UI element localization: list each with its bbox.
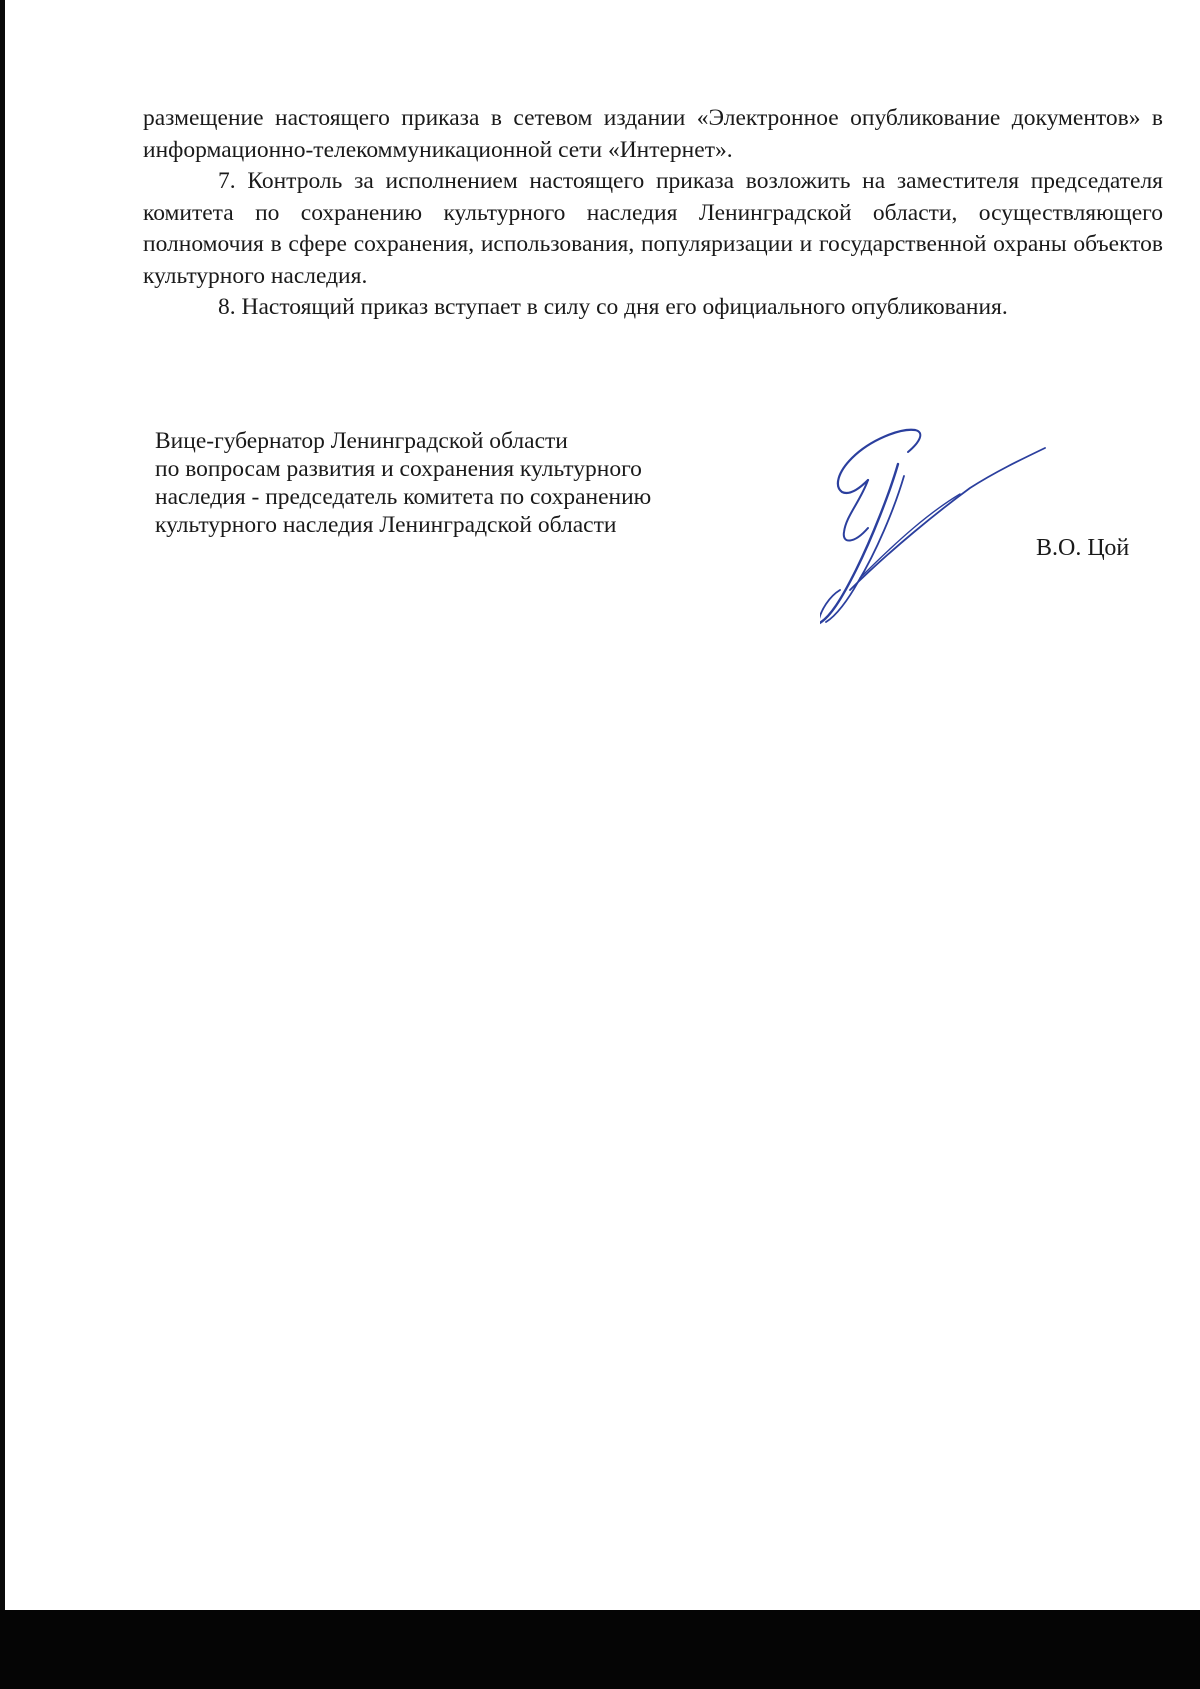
paragraph-item-8: 8. Настоящий приказ вступает в силу со дня его официального опубликования. bbox=[218, 294, 1008, 320]
document-body bbox=[143, 103, 1163, 324]
signatory-position-line: по вопросам развития и сохранения культурного bbox=[155, 456, 642, 482]
paragraph-continuation: размещение настоящего приказа в сетевом издании «Электронное опубликование документов» в информационно-телекоммуникационной сети «Интернет». bbox=[143, 105, 1163, 163]
signatory-position-line: Вице-губернатор Ленинградской области bbox=[155, 428, 568, 454]
signature-stroke bbox=[908, 430, 920, 452]
signatory-position bbox=[155, 427, 651, 539]
handwritten-signature bbox=[820, 420, 1050, 635]
signature-stroke bbox=[838, 430, 915, 493]
scan-bottom-edge bbox=[0, 1610, 1200, 1689]
signatory-position-line: культурного наследия Ленинградской области bbox=[155, 512, 617, 538]
signatory-name: В.О. Цой bbox=[1036, 535, 1130, 561]
paragraph-item-7: 7. Контроль за исполнением настоящего приказа возложить на заместителя председателя комитета по сохранению культурного наследия Ленинградской области, осуществляющего полномочия в сфере сохранения, использования, популяризации и государственной охраны объектов культурного наследия. bbox=[143, 168, 1163, 289]
signatory-position-line: наследия - председатель комитета по сохранению bbox=[155, 484, 652, 510]
